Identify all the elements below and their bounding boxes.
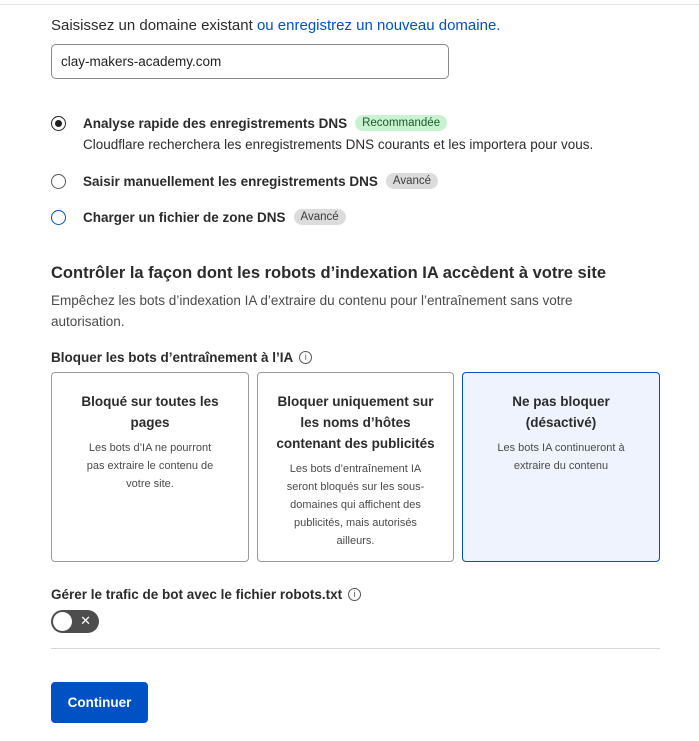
dns-option-manual[interactable]: [51, 173, 438, 189]
card-do-not-block[interactable]: [462, 372, 660, 562]
robots-txt-label: [51, 587, 361, 602]
card-description: Les bots d’IA ne pourront pas extraire le contenu de votre site.: [86, 442, 214, 490]
card-block-ads-hostnames[interactable]: [257, 372, 454, 562]
info-icon[interactable]: i: [348, 588, 361, 601]
ai-section-description: Empêchez les bots d’indexation IA d’extraire du contenu pour l’entraînement sans votre autorisation.: [51, 293, 573, 329]
domain-label-text: Saisissez un domaine existant: [51, 17, 257, 34]
block-ai-bots-text: Bloquer les bots d’entraînement à l’IA: [51, 350, 294, 365]
toggle-knob: [53, 612, 72, 631]
card-title: Bloqué sur toutes les pages: [81, 394, 219, 430]
dns-option-label: Saisir manuellement les enregistrements DNS: [83, 173, 378, 189]
radio-quick-scan[interactable]: [51, 116, 66, 131]
close-icon: ✕: [80, 613, 91, 628]
recommended-badge: Recommandée: [355, 115, 447, 131]
card-description: Les bots IA continueront à extraire du contenu: [497, 442, 625, 472]
card-title: Bloquer uniquement sur les noms d’hôtes contenant des publicités: [276, 394, 435, 451]
robots-txt-toggle[interactable]: [51, 610, 99, 633]
register-domain-link[interactable]: ou enregistrez un nouveau domaine.: [256, 17, 501, 34]
radio-zone-file[interactable]: [51, 210, 66, 225]
block-ai-bots-label: [51, 350, 312, 365]
continue-button[interactable]: Continuer: [51, 682, 148, 723]
radio-manual[interactable]: [51, 174, 66, 189]
divider: [51, 648, 660, 649]
ai-section-title: Contrôler la façon dont les robots d’indexation IA accèdent à votre site: [51, 264, 606, 282]
robots-txt-text: Gérer le trafic de bot avec le fichier robots.txt: [51, 587, 343, 602]
dns-option-quick-scan[interactable]: [51, 115, 447, 131]
advanced-badge: Avancé: [294, 209, 346, 225]
dns-option-zone-file[interactable]: [51, 209, 346, 225]
card-description: Les bots d’entraînement IA seront bloqués sur les sous-domaines qui affichent des publicités, mais autorisés ailleurs.: [286, 463, 425, 547]
dns-option-label: Charger un fichier de zone DNS: [83, 209, 286, 225]
top-divider: [0, 0, 699, 5]
card-block-all[interactable]: [51, 372, 249, 562]
info-icon[interactable]: i: [299, 351, 312, 364]
domain-input[interactable]: [51, 44, 449, 79]
card-title: Ne pas bloquer (désactivé): [512, 394, 610, 430]
dns-option-description: Cloudflare recherchera les enregistrements DNS courants et les importera pour vous.: [83, 137, 594, 152]
domain-label: [51, 17, 500, 34]
advanced-badge: Avancé: [386, 173, 438, 189]
dns-option-label: Analyse rapide des enregistrements DNS: [83, 115, 348, 131]
